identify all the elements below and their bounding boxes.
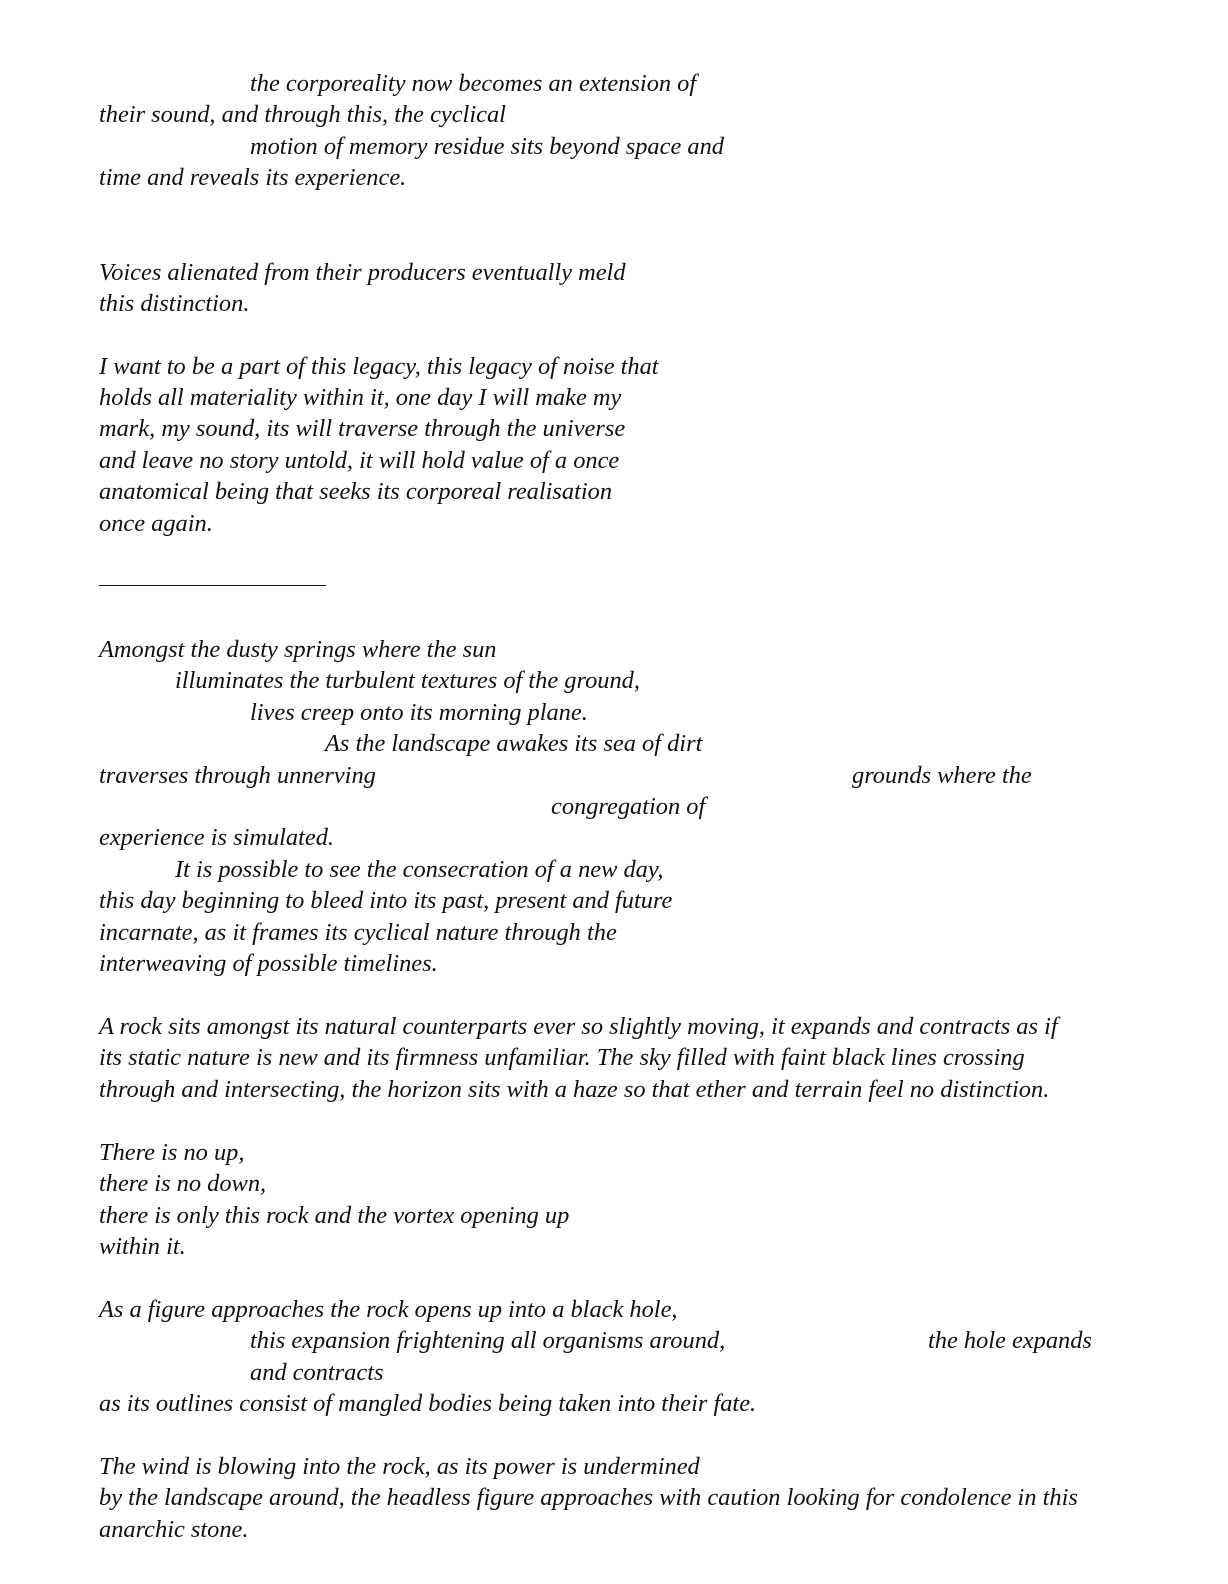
text-line: Voices alienated from their producers eventually meld xyxy=(99,259,626,286)
text-line: and leave no story untold, it will hold value of a once xyxy=(99,447,620,474)
text-line: time and reveals its experience. xyxy=(99,164,407,191)
text-line: motion of memory residue sits beyond space and xyxy=(250,133,724,160)
text-line: It is possible to see the consecration of a new day, xyxy=(175,856,664,883)
text-line: there is no down, xyxy=(99,1170,267,1197)
text-line: The wind is blowing into the rock, as its power is undermined xyxy=(99,1453,700,1480)
section-divider xyxy=(99,585,326,586)
text-line: As a figure approaches the rock opens up into a black hole, xyxy=(99,1296,678,1323)
text-line: within it. xyxy=(99,1233,186,1260)
text-line: as its outlines consist of mangled bodies being taken into their fate. xyxy=(99,1390,757,1417)
text-line: incarnate, as it frames its cyclical nature through the xyxy=(99,919,617,946)
text-line: its static nature is new and its firmness unfamiliar. The sky filled with faint black lines crossing xyxy=(99,1044,1025,1071)
text-line: There is no up, xyxy=(99,1139,245,1166)
text-line: and contracts xyxy=(250,1359,384,1386)
text-line: interweaving of possible timelines. xyxy=(99,950,438,977)
text-line: their sound, and through this, the cyclical xyxy=(99,101,506,128)
text-line: this distinction. xyxy=(99,290,250,317)
text-line: there is only this rock and the vortex opening up xyxy=(99,1202,570,1229)
text-line: congregation of xyxy=(551,793,706,820)
text-line: Amongst the dusty springs where the sun xyxy=(99,636,497,663)
text-line: grounds where the xyxy=(852,762,1032,789)
text-line: As the landscape awakes its sea of dirt xyxy=(325,730,703,757)
text-line: I want to be a part of this legacy, this legacy of noise that xyxy=(99,353,659,380)
text-line: through and intersecting, the horizon sits with a haze so that ether and terrain feel no distinction. xyxy=(99,1076,1050,1103)
text-line: the hole expands xyxy=(928,1327,1092,1354)
text-line: experience is simulated. xyxy=(99,824,335,851)
text-line: anarchic stone. xyxy=(99,1516,249,1543)
text-line: lives creep onto its morning plane. xyxy=(250,699,588,726)
text-line: A rock sits amongst its natural counterparts ever so slightly moving, it expands and contracts as if xyxy=(99,1013,1058,1040)
text-line: by the landscape around, the headless figure approaches with caution looking for condolence in this xyxy=(99,1484,1078,1511)
text-line: this expansion frightening all organisms around, xyxy=(250,1327,726,1354)
text-line: holds all materiality within it, one day I will make my xyxy=(99,384,622,411)
text-line: this day beginning to bleed into its past, present and future xyxy=(99,887,673,914)
text-line: the corporeality now becomes an extension of xyxy=(250,70,697,97)
text-line: traverses through unnerving xyxy=(99,762,376,789)
text-line: once again. xyxy=(99,510,213,537)
text-line: mark, my sound, its will traverse through the universe xyxy=(99,415,626,442)
text-line: illuminates the turbulent textures of the ground, xyxy=(175,667,640,694)
text-line: anatomical being that seeks its corporeal realisation xyxy=(99,478,613,505)
